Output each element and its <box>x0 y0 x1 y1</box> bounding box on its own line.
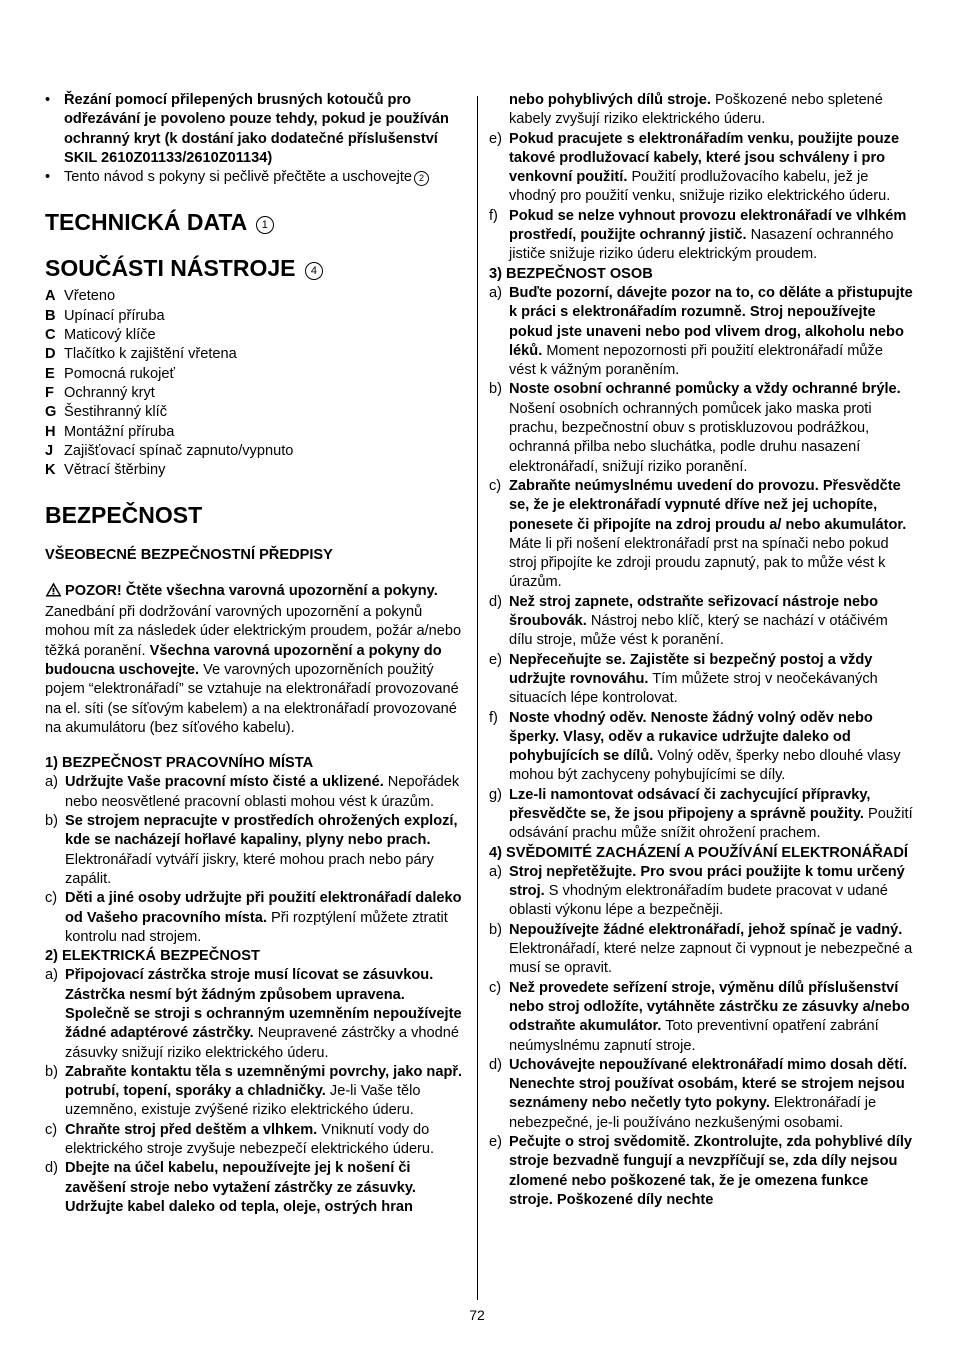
item-letter: b) <box>45 1063 58 1080</box>
item-bold-text: Stroj nepřetěžujte. Pro svou práci použijte k tomu určený stroj. <box>509 863 905 900</box>
safety-item <box>45 812 467 889</box>
part-key: B <box>45 307 56 324</box>
part-item <box>45 326 467 345</box>
safety-item <box>489 1133 913 1210</box>
part-item <box>45 403 467 422</box>
safety-item <box>489 593 913 651</box>
part-label: Ochranný kryt <box>64 384 155 401</box>
section-title: 1) BEZPEČNOST PRACOVNÍHO MÍSTA <box>45 755 314 772</box>
item-text: Nasazení ochranného jističe snižuje riziko úderu elektrickým proudem. <box>509 227 894 263</box>
part-item <box>45 423 467 442</box>
item-text: Je-li Vaše tělo uzemněno, existuje zvýšené riziko elektrického úderu. <box>65 1083 421 1119</box>
safety-item <box>489 380 913 476</box>
item-letter: a) <box>489 863 502 880</box>
part-label: Tlačítko k zajištění vřetena <box>64 346 237 363</box>
safety-item <box>45 889 467 947</box>
item-letter: f) <box>489 709 498 726</box>
item-letter: e) <box>489 130 502 147</box>
item-bold-text: Uchovávejte nepoužívané elektronářadí mimo dosah dětí. Nenechte stroj používat osobám, které se strojem nejsou seznámeny nebo nečetly tyto pokyny. <box>509 1056 908 1112</box>
item-bold-text: Buďte pozorní, dávejte pozor na to, co děláte a přistupujte k práci s elektronářadím rozumně. Stroj nepoužívejte pokud jste unaveni nebo pod vlivem drog, alkoholu nebo léků. <box>509 284 913 359</box>
item-letter: e) <box>489 651 502 668</box>
item-letter: c) <box>45 1121 58 1138</box>
part-label: Vřeteno <box>64 288 116 305</box>
part-key: G <box>45 404 57 421</box>
part-item <box>45 365 467 384</box>
item-text: Elektronářadí, které nelze zapnout či vypnout je nebezpečné a musí se opravit. <box>509 941 913 977</box>
item-text: Vniknutí vody do elektrického stroje zvyšuje nebezpečí elektrického úderu. <box>65 1121 435 1158</box>
item-bold-text: Pečujte o stroj svědomitě. Zkontrolujte, zda pohyblivé díly stroje bezvadně fungují a nevzpříčují se, zda díly nejsou zlomené nebo poškozené tak, že je omezena funkce stroje. Poškozené díly nechte <box>509 1134 913 1208</box>
part-label: Pomocná rukojeť <box>64 365 175 382</box>
item-text: Nepořádek nebo neosvětlené pracovní oblasti mohou vést k úrazům. <box>65 774 460 810</box>
page-number: 72 <box>469 1307 485 1323</box>
figure-ref-4: 4 <box>305 262 323 280</box>
item-bold-text: Zabraňte kontaktu těla s uzemněnými povrchy, jako např. potrubí, topení, sporáky a chladničky. <box>65 1063 463 1100</box>
general-safety-rules-title: VŠEOBECNÉ BEZPEČNOSTNÍ PŘEDPISY <box>45 547 333 564</box>
bullet-marker: • <box>45 92 51 108</box>
item-bold-text: Se strojem nepracujte v prostředích ohrožených explozí, kde se nacházejí hořlavé kapaliny, plyny nebo prach. <box>65 813 458 849</box>
item-letter: b) <box>489 381 502 398</box>
bullet-bold-text: Řezání pomocí přilepených brusných kotoučů pro odřezávání je povoleno pouze tehdy, pokud je používán ochranný kryt (k dostání jako dodatečné příslušenství SKIL 2610Z01133/2610Z01134) <box>64 92 449 166</box>
safety-item <box>489 651 913 709</box>
item-letter: c) <box>489 477 502 494</box>
item-letter: d) <box>489 593 502 610</box>
item-text: Volný oděv, šperky nebo dlouhé vlasy mohou být zachyceny pohybujícími se díly. <box>509 748 901 784</box>
safety-item <box>45 1121 467 1160</box>
item-text: S vhodným elektronářadím budete pracovat v udané oblasti výkonu lépe a bezpečněji. <box>509 883 888 919</box>
item-bold-text: Udržujte Vaše pracovní místo čisté a uklizené. <box>65 774 384 791</box>
part-item <box>45 442 467 461</box>
item-text: Použití prodlužovacího kabelu, jež je vhodný pro použití venku, snižuje riziko elektrického úderu. <box>509 169 891 205</box>
item-bold-text: Noste vhodný oděv. Nenoste žádný volný oděv nebo šperky. Vlasy, oděv a rukavice udržujte daleko od pohybujících se dílů. <box>509 709 873 765</box>
figure-ref: 2 <box>414 171 429 186</box>
right-safety-sections <box>489 265 913 1211</box>
item-text: Elektronářadí je nebezpečné, je-li používáno nezkušenými osobami. <box>509 1095 877 1131</box>
safety-item <box>489 786 913 844</box>
item-text: Moment nepozornosti při použití elektronářadí může vést k vážným poraněním. <box>509 342 883 379</box>
safety-item <box>489 709 913 786</box>
safety-item <box>489 1056 913 1133</box>
item-text: Nástroj nebo klíč, který se nachází v otáčivém dílu stroje, může vést k poranění. <box>509 613 888 649</box>
safety-item <box>489 979 913 1056</box>
part-key: C <box>45 327 56 344</box>
safety-item <box>489 863 913 921</box>
item-text: Nošení osobních ochranných pomůcek jako maska proti prachu, bezpečnostní obuv s protiskluzovou podrážkou, ochranná přilba nebo sluchátka, podle druhu nasazení elektronářadí, snižují riziko poranění. <box>509 400 872 475</box>
safety-item <box>489 207 913 265</box>
item-letter: e) <box>489 1134 502 1151</box>
item-letter: a) <box>489 284 502 301</box>
item-text: Neupravené zástrčky a vhodné zásuvky snižují riziko elektrického úderu. <box>65 1025 459 1061</box>
item-text: Tím můžete stroj v neočekávaných situacích lépe kontrolovat. <box>509 670 878 707</box>
item-text: Elektronářadí vytváří jiskry, které mohou prach nebo páry zapálit. <box>65 851 434 887</box>
item-letter: b) <box>45 813 58 830</box>
part-key: H <box>45 423 56 440</box>
item-letter: d) <box>45 1160 58 1177</box>
bullet-text: Tento návod s pokyny si pečlivě přečtěte a uschovejte <box>64 169 413 186</box>
warning-triangle-icon <box>45 582 62 603</box>
heading-technical-data: TECHNICKÁ DATA 1 <box>45 208 467 236</box>
item-bold-text: Než provedete seřízení stroje, výměnu dílů příslušenství nebo stroj odložíte, vytáhněte zástrčku ze zásuvky a/nebo odstraňte akumulátor. <box>509 979 910 1035</box>
warning-paragraph: POZOR! Čtěte všechna varovná upozornění a pokyny. Zanedbání při dodržování varovných upozornění a pokynů mohou mít za následek úder elektrickým proudem, požár a/nebo těžká poranění. Všechna varovná upozornění a pokyny do budoucna uschovejte. Ve varovných upozorněních použitý pojem “elektronářadí” se vztahuje na elektronářadí provozované na el. síti (se síťovým kabelem) a na elektronářadí provozované na akumulátoru (bez síťového kabelu). <box>45 582 462 736</box>
part-key: F <box>45 384 54 401</box>
bullet-item <box>45 91 467 168</box>
item-letter: a) <box>45 967 58 984</box>
safety-item <box>45 773 467 812</box>
part-item <box>45 287 467 306</box>
part-item <box>45 307 467 326</box>
bullet-item <box>45 168 467 187</box>
item-bold-text: Noste osobní ochranné pomůcky a vždy ochranné brýle. <box>509 381 901 398</box>
part-key: E <box>45 365 55 382</box>
part-key: K <box>45 462 56 479</box>
item-bold-text: Děti a jiné osoby udržujte při použití elektronářadí daleko od Vašeho pracovního místa. <box>65 890 462 926</box>
part-label: Maticový klíče <box>64 327 156 344</box>
safety-item <box>489 130 913 207</box>
item-bold-text: Dbejte na účel kabelu, nepoužívejte jej k nošení či zavěšení stroje nebo vytažení zástrčky ze zásuvky. Udržujte kabel daleko od tepla, oleje, ostrých hran <box>65 1160 416 1215</box>
item-text: Při rozptýlení můžete ztratit kontrolu nad strojem. <box>65 909 448 945</box>
item-bold-text: Zabraňte neúmyslnému uvedení do provozu. Přesvědčte se, že je elektronářadí vypnuté dříve než jej uchopíte, ponesete či připojíte na zdroj proudu a/ nebo akumulátor. <box>509 477 907 533</box>
item-bold-text: Nepřeceňujte se. Zajistěte si bezpečný postoj a vždy udržujte rovnováhu. <box>509 651 873 687</box>
part-item <box>45 461 467 480</box>
safety-item <box>45 1159 467 1217</box>
heading-tool-parts: SOUČÁSTI NÁSTROJE 4 <box>45 254 467 282</box>
safety-item <box>489 477 913 593</box>
electrical-safety-items-continued <box>489 130 913 265</box>
item-bold-text: Lze-li namontovat odsávací či zachycující přípravky, přesvědčte se, že jsou připojeny a správně použity. <box>509 786 871 822</box>
item-text: Použití odsávání prachu může snížit ohrožení prachem. <box>509 805 913 842</box>
item-bold-text: Nepoužívejte žádné elektronářadí, jehož spínač je vadný. <box>509 921 903 938</box>
part-item <box>45 345 467 364</box>
part-key: J <box>45 442 54 459</box>
right-column <box>489 91 913 1210</box>
section-title: 2) ELEKTRICKÁ BEZPEČNOST <box>45 948 260 965</box>
item-bold-text: Pokud pracujete s elektronářadím venku, použijte pouze takové prodlužovací kabely, které jsou schváleny i pro venkovní použití. <box>509 130 900 186</box>
safety-item <box>489 284 913 380</box>
figure-ref-1: 1 <box>256 216 274 234</box>
item-bold-text: Pokud se nelze vyhnout provozu elektronářadí ve vlhkém prostředí, použijte ochranný jistič. <box>509 207 907 244</box>
part-item <box>45 384 467 403</box>
part-key: A <box>45 288 56 305</box>
item-text: Toto preventivní opatření zabrání neúmyslnému zapnutí stroje. <box>509 1018 879 1054</box>
section-title: 4) SVĚDOMITÉ ZACHÁZENÍ A POUŽÍVÁNÍ ELEKTRONÁŘADÍ <box>489 844 908 861</box>
item-letter: g) <box>489 786 502 803</box>
safety-item <box>45 966 467 1062</box>
part-key: D <box>45 346 56 363</box>
part-label: Upínací příruba <box>64 307 165 324</box>
item-bold-text: Než stroj zapnete, odstraňte seřizovací nástroje nebo šroubovák. <box>509 593 878 630</box>
column-divider <box>477 96 478 1300</box>
safety-item <box>45 1063 467 1121</box>
left-column <box>45 91 467 1217</box>
item-letter: a) <box>45 774 58 791</box>
safety-item <box>489 921 913 979</box>
intro-bullets <box>45 91 467 187</box>
parts-list <box>45 287 467 480</box>
item-letter: c) <box>489 979 502 996</box>
item-text: Máte li při nošení elektronářadí prst na spínači nebo pokud stroj připojíte ke zdroji proudu zapnutý, pak to může vést k úrazům. <box>509 535 889 591</box>
continuation-item: nebo pohyblivých dílů stroje. Poškozené nebo spletené kabely zvyšují riziko elektrického úderu. <box>509 92 883 128</box>
item-letter: f) <box>489 207 498 224</box>
section-title: 3) BEZPEČNOST OSOB <box>489 265 653 282</box>
part-label: Montážní příruba <box>64 423 175 440</box>
item-letter: d) <box>489 1056 502 1073</box>
heading-safety: BEZPEČNOST <box>45 502 203 529</box>
item-letter: b) <box>489 921 502 938</box>
part-label: Větrací štěrbiny <box>64 462 166 479</box>
bullet-marker: • <box>45 169 51 186</box>
left-safety-sections <box>45 754 467 1217</box>
part-label: Zajišťovací spínač zapnuto/vypnuto <box>64 442 294 459</box>
item-bold-text: Chraňte stroj před deštěm a vlhkem. <box>65 1121 318 1138</box>
part-label: Šestihranný klíč <box>64 404 168 421</box>
item-letter: c) <box>45 890 58 907</box>
item-bold-text: Připojovací zástrčka stroje musí lícovat se zásuvkou. Zástrčka nesmí být žádným způsobem upravena. Společně se stroji s ochranným uzemněním nepoužívejte žádné adaptérové zástrčky. <box>65 967 462 1042</box>
